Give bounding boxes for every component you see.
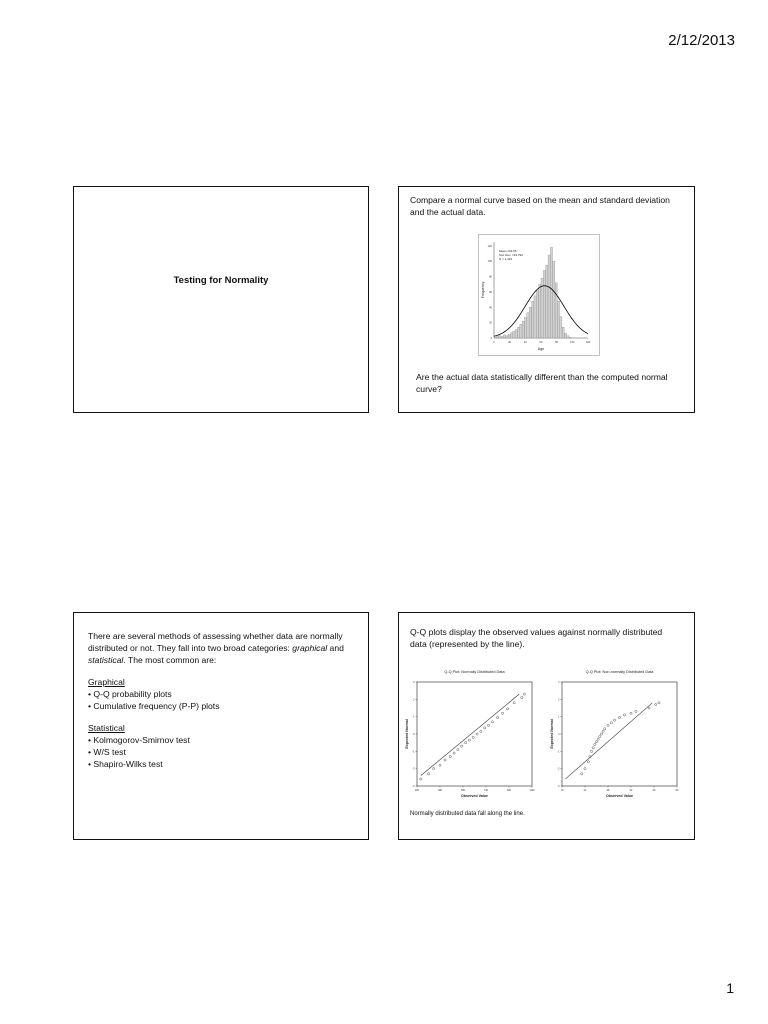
- y-tick-label: -3: [412, 785, 415, 788]
- graphical-section: [88, 676, 358, 712]
- graphical-item: • Q-Q probability plots: [88, 689, 172, 699]
- histogram-bar: [569, 337, 571, 338]
- x-tick-label: 38: [606, 789, 610, 792]
- histogram-bar: [532, 301, 534, 338]
- x-tick-label: 80: [675, 789, 679, 792]
- histogram-bar: [543, 270, 545, 338]
- histogram-bar: [515, 330, 517, 338]
- y-tick-label: -3: [557, 785, 560, 788]
- histogram-bar: [562, 327, 564, 338]
- x-tick-label: 80: [555, 341, 559, 344]
- y-tick-label: 1: [413, 715, 415, 719]
- methods-intro-part: There are several methods of assessing whether data are normally distributed or not. They fall into two broad categories:: [88, 631, 343, 653]
- methods-intro-statistical: statistical: [88, 655, 124, 665]
- x-tick-label: 200: [415, 789, 419, 792]
- legend-entry: N = 1,424: [499, 257, 513, 261]
- methods-intro-graphical: graphical: [292, 643, 328, 653]
- slide-title: [73, 186, 369, 413]
- y-tick-label: 0: [413, 733, 415, 736]
- x-tick-label: 40: [523, 341, 527, 344]
- slide-qq-intro: Q-Q plots display the observed values against normally distributed data (represented by the line).: [410, 627, 663, 649]
- x-tick-label: 740: [484, 789, 488, 792]
- slide-normal-curve: [398, 186, 695, 413]
- legend-entry: Mean =64.55: [499, 249, 517, 253]
- qq-plot-title: Q-Q Plot: Non-normally Distributed Data: [585, 670, 654, 674]
- statistical-heading: Statistical: [88, 723, 125, 733]
- y-tick-label: 120: [487, 244, 492, 248]
- histogram-bar: [553, 261, 555, 338]
- x-tick-label: 52: [629, 789, 633, 792]
- statistical-item: • Shapiro-Wilks test: [88, 759, 163, 769]
- histogram-bar: [518, 327, 520, 338]
- statistical-section: [88, 722, 358, 770]
- x-axis-label: Observed Value: [461, 794, 488, 798]
- histogram-bar: [557, 301, 559, 338]
- x-tick-label: 24: [583, 789, 587, 792]
- graphical-item: • Cumulative frequency (P-P) plots: [88, 701, 220, 711]
- methods-intro-and: and: [327, 643, 344, 653]
- y-tick-label: 100: [487, 260, 492, 264]
- x-tick-label: 920: [507, 789, 511, 792]
- legend-entry: Std. Dev. =24.792: [499, 253, 523, 257]
- histogram-bar: [567, 336, 569, 338]
- qq-plot-title: Q-Q Plot: Normally Distributed Data: [444, 670, 505, 674]
- statistical-item: • Kolmogorov-Smirnov test: [88, 735, 190, 745]
- x-tick-label: 560: [461, 789, 465, 792]
- histogram-bar: [541, 278, 543, 338]
- qq-plot-normal: [404, 666, 544, 804]
- y-tick-label: 1: [558, 715, 560, 719]
- qq-plot-non-normal: [549, 666, 689, 804]
- histogram-bar: [503, 335, 505, 338]
- x-tick-label: 380: [438, 789, 442, 792]
- histogram-bar: [555, 283, 557, 338]
- y-tick-label: 2: [558, 698, 560, 702]
- x-tick-label: 0: [493, 341, 495, 344]
- page-date: 2/12/2013: [668, 32, 735, 49]
- x-tick-label: 60: [539, 341, 543, 344]
- y-tick-label: 20: [489, 321, 492, 325]
- histogram-bar: [520, 324, 522, 338]
- x-axis-label: Age: [537, 347, 545, 351]
- histogram-bar: [508, 334, 510, 338]
- y-tick-label: -1: [412, 750, 415, 754]
- y-tick-label: -2: [557, 767, 560, 771]
- y-tick-label: 60: [489, 290, 492, 294]
- histogram-bar: [494, 337, 496, 338]
- histogram-bar: [513, 331, 515, 338]
- x-tick-label: 20: [508, 341, 512, 344]
- y-tick-label: -1: [557, 750, 560, 754]
- y-tick-label: 0: [558, 733, 560, 736]
- slide-methods-text: [88, 630, 358, 770]
- methods-intro: [88, 630, 358, 666]
- x-tick-label: 120: [585, 341, 591, 344]
- histogram-chart: [478, 234, 600, 356]
- histogram-bar: [496, 336, 498, 338]
- slide-qq-plots: [398, 612, 695, 840]
- slide-title-text: Testing for Normality: [173, 275, 269, 286]
- y-tick-label: -2: [412, 767, 415, 771]
- x-tick-label: 10: [560, 789, 564, 792]
- histogram-bar: [546, 265, 548, 338]
- y-tick-label: 3: [413, 681, 415, 684]
- y-axis-label: Expected Normal: [405, 719, 409, 749]
- histogram-bar: [534, 296, 536, 338]
- histogram-bar: [539, 284, 541, 338]
- x-tick-label: 100: [570, 341, 575, 344]
- histogram-bar: [550, 247, 552, 338]
- slide-qq-caption: Normally distributed data fall along the line.: [410, 811, 525, 817]
- statistical-item: • W/S test: [88, 747, 126, 757]
- histogram-bar: [527, 313, 529, 338]
- histogram-bar: [548, 255, 550, 338]
- methods-intro-end: . The most common are:: [123, 655, 217, 665]
- histogram-bar: [501, 336, 503, 338]
- slide-normal-curve-intro: Compare a normal curve based on the mean and standard deviation and the actual data.: [410, 195, 670, 217]
- x-tick-label: 66: [652, 789, 656, 792]
- histogram-bar: [522, 321, 524, 338]
- y-tick-label: 3: [558, 681, 560, 684]
- x-tick-label: 1100: [529, 789, 535, 792]
- histogram-bar: [499, 336, 501, 338]
- slide-methods: [73, 612, 369, 840]
- y-axis-label: Expected Normal: [550, 719, 554, 749]
- histogram-bar: [560, 316, 562, 338]
- y-tick-label: 40: [489, 306, 492, 310]
- x-axis-label: Observed Value: [606, 794, 633, 798]
- histogram-bar: [529, 307, 531, 338]
- graphical-heading: Graphical: [88, 677, 125, 687]
- histogram-bar: [525, 317, 527, 338]
- page-number: 1: [726, 980, 734, 996]
- y-tick-label: 0: [490, 337, 492, 340]
- histogram-bar: [510, 333, 512, 338]
- histogram-bar: [565, 333, 567, 338]
- y-tick-label: 2: [413, 698, 415, 702]
- qq-plot-frame: [562, 682, 677, 786]
- slide-normal-curve-question: Are the actual data statistically different than the computed normal curve?: [416, 372, 668, 394]
- y-axis-label: Frequency: [481, 281, 485, 299]
- y-tick-label: 80: [489, 275, 492, 279]
- histogram-bar: [536, 290, 538, 338]
- histogram-bar: [506, 336, 508, 338]
